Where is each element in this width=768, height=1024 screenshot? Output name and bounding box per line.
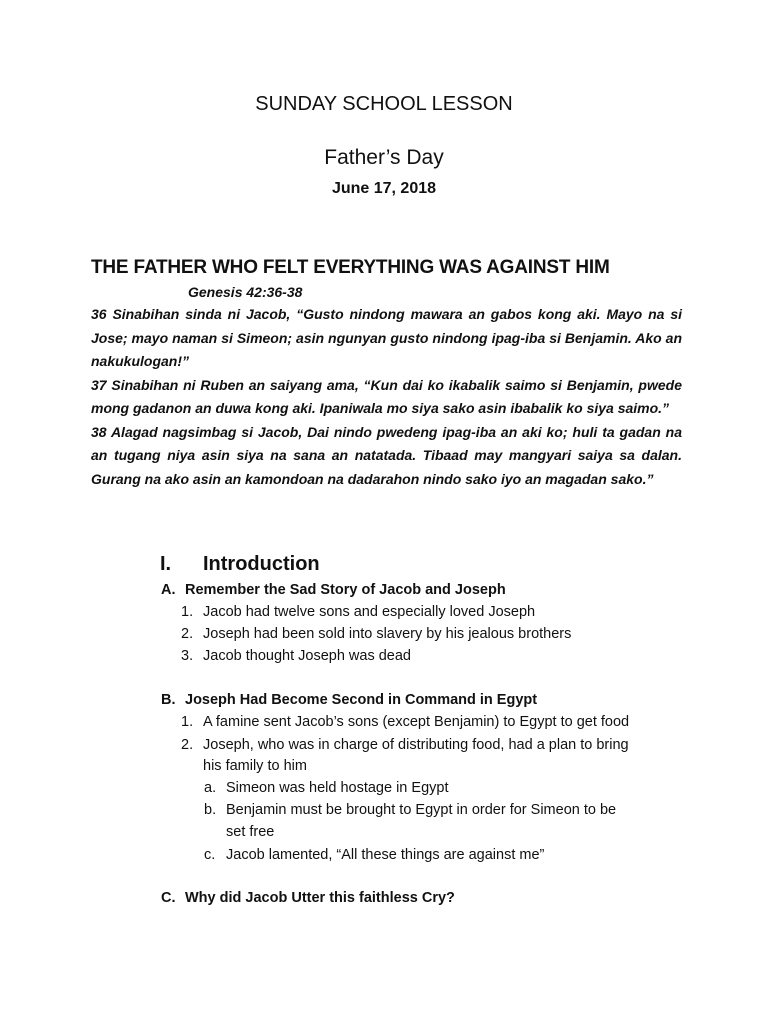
- document-subtitle: Father’s Day: [324, 146, 444, 169]
- scripture-passage: [91, 303, 682, 491]
- section-title: Introduction: [203, 553, 320, 575]
- document-title: SUNDAY SCHOOL LESSON: [255, 93, 513, 115]
- verse-36: 36 Sinabihan sinda ni Jacob, “Gusto nindong mawara an gabos kong aki. Mayo na si Jose; mayo naman si Simeon; asin ngunyan gusto nindong ipag-iba si Benjamin. Ako an nakukulogan!”: [91, 306, 682, 369]
- subsection-letter: B.: [161, 692, 176, 708]
- lesson-title: THE FATHER WHO FELT EVERYTHING WAS AGAINST HIM: [91, 257, 610, 278]
- scripture-reference: Genesis 42:36-38: [188, 284, 303, 300]
- verse-37: 37 Sinabihan ni Ruben an saiyang ama, “Kun dai ko ikabalik saimo si Benjamin, pwede mong gadanon an duwa kong aki. Ipaniwala mo siya sako asin ibabalik ko siya saimo.”: [91, 376, 682, 416]
- verse-38: 38 Alagad nagsimbag si Jacob, Dai nindo pwedeng ipag-iba an aki ko; huli ta gadan na an tugang niya asin siya na sana an natatada. Tibaad may mangyari saiya sa dalan. Gurang na ako asin an kamondoan na dadarahon nindo sako iyo an magadan sako.”: [91, 423, 682, 487]
- section-numeral: I.: [160, 553, 172, 575]
- subsection-letter: A.: [161, 582, 176, 598]
- subsection-title: Remember the Sad Story of Jacob and Joseph: [185, 582, 506, 598]
- subsection-title: Joseph Had Become Second in Command in Egypt: [185, 692, 538, 708]
- document-date: June 17, 2018: [331, 180, 437, 197]
- subsection-letter: C.: [161, 890, 176, 906]
- subsection-title: Why did Jacob Utter this faithless Cry?: [185, 890, 455, 906]
- document-page: SUNDAY SCHOOL LESSON Father’s Day June 17, 2018 THE FATHER WHO FELT EVERYTHING WAS AGAINST HIM Genesis 42:36-38 36 Sinabihan sinda ni Jacob, “Gusto nindong mawara an gabos kong aki. Mayo na si Jose; mayo naman si Simeon; asin ngunyan gusto nindong ipag-iba si Benjamin. Ako an nakukulogan!” 37 Sinabihan ni Ruben an saiyang ama, “Kun dai ko ikabalik saimo si Benjamin, pwede mong gadanon an duwa kong aki. Ipaniwala mo siya sako asin ibabalik ko siya saimo.” 38 Alagad nagsimbag si Jacob, Dai nindo pwedeng ipag-iba an aki ko; huli ta gadan na an tugang niya asin siya na sana an natatada. Tibaad may mangyari saiya sa dalan. Gurang na ako asin an kamondoan na dadarahon nindo sako iyo an magadan sako.” I. Introduction A. Remember the Sad Story of Jacob and Joseph 1. Jacob had twelve sons and especially loved Joseph 2. Joseph had been sold into slavery by his jealous brothers 3. Jacob thought Joseph was dead B. Joseph Had Become Second in Command in Egypt 1. A famine sent Jacob’s sons (except Benjamin) to Egypt to get food 2. Joseph, who was in charge of distributing food, had a plan to bring his family to him a. Simeon was held hostage in Egypt b. Benjamin must be brought to Egypt in order for Simeon to be set free c. Jacob lamented, “All these things are against me” C. Why did Jacob Utter this faithless Cry?: [0, 0, 768, 1024]
